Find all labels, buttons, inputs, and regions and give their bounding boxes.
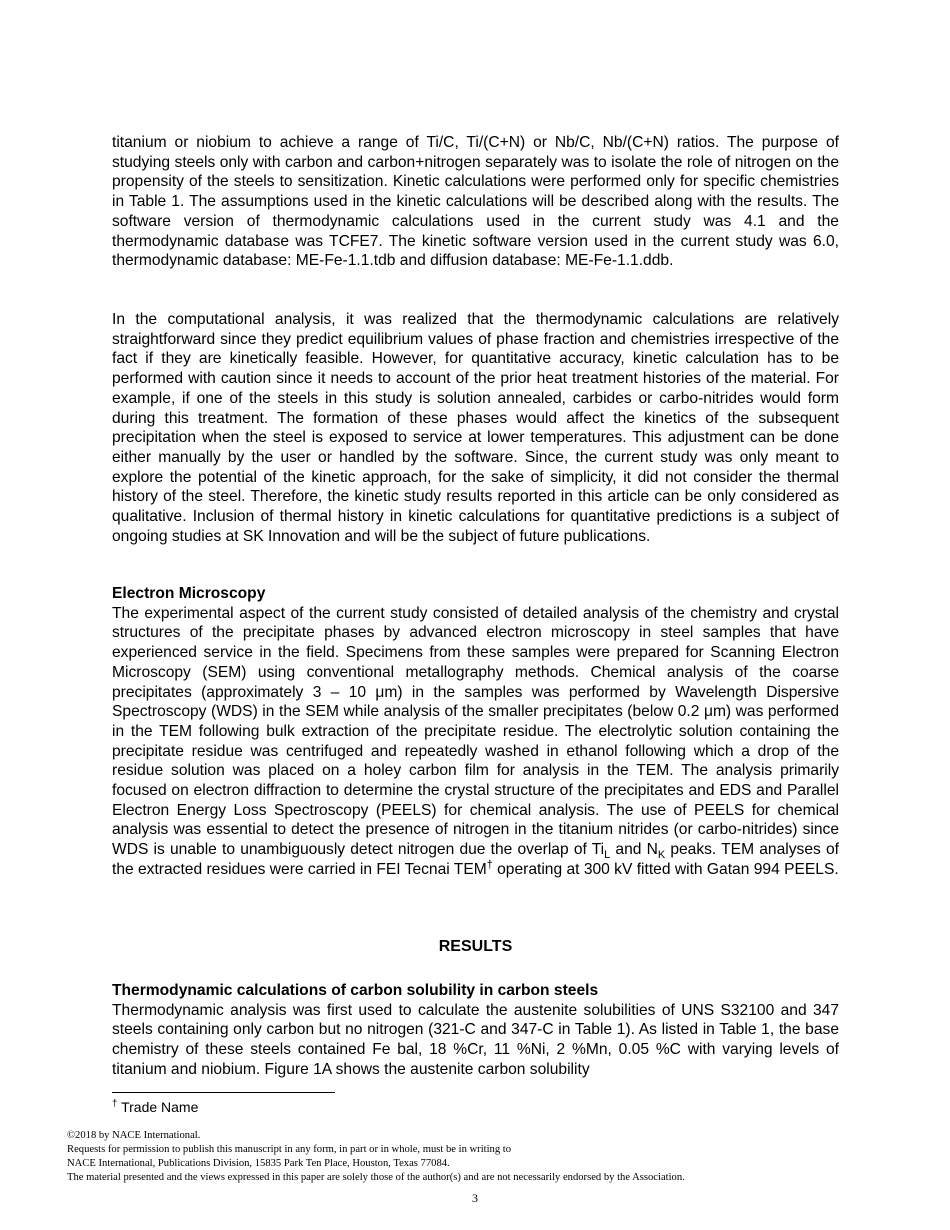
dagger-footnote-mark: †	[486, 858, 493, 871]
copyright-notice	[67, 1129, 685, 1185]
section-heading-electron-microscopy: Electron Microscopy	[112, 585, 266, 602]
legal-line: NACE International, Publications Division, 15835 Park Ten Place, Houston, Texas 77084.	[67, 1158, 450, 1169]
paragraph-methods-continued: titanium or niobium to achieve a range of Ti/C, Ti/(C+N) or Nb/C, Nb/(C+N) ratios. The purpose of studying steels only with carbon and carbon+nitrogen separately was to isolate the role of nitrogen on the propensity of the steels to sensitization. Kinetic calculations were performed only for specific chemistries in Table 1. The assumptions used in the kinetic calculations will be described along with the results. The software version of thermodynamic calculations used in the current study was 4.1 and the thermodynamic database was TCFE7. The kinetic software version used in the current study was 6.0, thermodynamic database: ME-Fe-1.1.tdb and diffusion database: ME-Fe-1.1.ddb.	[112, 134, 839, 270]
legal-line: Requests for permission to publish this manuscript in any form, in part or in whole, must be in writing to	[67, 1144, 512, 1155]
legal-line: The material presented and the views expressed in this paper are solely those of the author(s) and are not necessarily endorsed by the Association.	[67, 1172, 685, 1183]
paragraph-electron-microscopy: The experimental aspect of the current study consisted of detailed analysis of the chemistry and crystal structures of the precipitate phases by advanced electron microscopy in steel samples that have experienced service in the field. Specimens from these samples were prepared for Scanning Electron Microscopy (SEM) using conventional metallography methods. Chemical analysis of the coarse precipitates (approximately 3 – 10 μm) in the samples was performed by Wavelength Dispersive Spectroscopy (WDS) in the SEM while analysis of the smaller precipitates (below 0.2 μm) was performed in the TEM following bulk extraction of the precipitate residue. The electrolytic solution containing the precipitate residue was centrifuged and repeatedly washed in ethanol following which a drop of the residue solution was placed on a holey carbon film for analysis in the TEM. The analysis primarily focused on electron diffraction to determine the crystal structure of the precipitates and EDS and Parallel Electron Energy Loss Spectroscopy (PEELS) for chemical analysis. The use of PEELS for chemical analysis was essential to detect the presence of nitrogen in the titanium nitrides (or carbo-nitrides) since WDS is unable to unambiguously detect nitrogen due the overlap of $Ti_L$ and $N_K$ peaks. TEM analyses of the extracted residues were carried in FEI Tecnai TEM† operating at 300 kV fitted with Gatan 994 PEELS.	[112, 604, 839, 878]
page-number: 3	[472, 1191, 478, 1205]
section-heading-thermodynamic: Thermodynamic calculations of carbon solubility in carbon steels	[112, 982, 599, 999]
footnote: † Trade Name	[112, 1098, 199, 1115]
paragraph-computational-analysis: In the computational analysis, it was realized that the thermodynamic calculations are relatively straightforward since they predict equilibrium values of phase fraction and chemistries irrespective of the fact if they are kinetically feasible. However, for quantitative accuracy, kinetic calculation has to be performed with caution since it needs to account of the prior heat treatment histories of the material. For example, if one of the steels in this study is solution annealed, carbides or carbo-nitrides would form during this treatment. The formation of these phases would affect the kinetics of the subsequent precipitation when the steel is exposed to service at lower temperatures. This adjustment can be done either manually by the user or handled by the software. Since, the current study was only meant to explore the potential of the kinetic approach, for the sake of simplicity, it did not consider the thermal history of the steel. Therefore, the kinetic study results reported in this article can be only considered as qualitative. Inclusion of thermal history in kinetic calculations for quantitative predictions is a subject of ongoing studies at SK Innovation and will be the subject of future publications.	[112, 311, 839, 545]
legal-line: ©2018 by NACE International.	[67, 1130, 201, 1141]
footnote-dagger: †	[112, 1098, 118, 1110]
results-heading: RESULTS	[438, 938, 513, 955]
section-electron-microscopy	[112, 584, 839, 880]
paragraph-thermodynamic: Thermodynamic analysis was first used to calculate the austenite solubilities of UNS S32100 and 347 steels containing only carbon but no nitrogen (321-C and 347-C in Table 1). As listed in Table 1, the base chemistry of these steels contained Fe bal, 18 %Cr, 11 %Ni, 2 %Mn, 0.05 %C with varying levels of titanium and niobium. Figure 1A shows the austenite carbon solubility	[112, 1001, 839, 1078]
section-thermodynamic-calculations	[112, 981, 839, 1080]
body-column-computational	[112, 310, 839, 546]
body-column-top	[112, 133, 839, 271]
footnote-divider	[112, 1092, 335, 1093]
